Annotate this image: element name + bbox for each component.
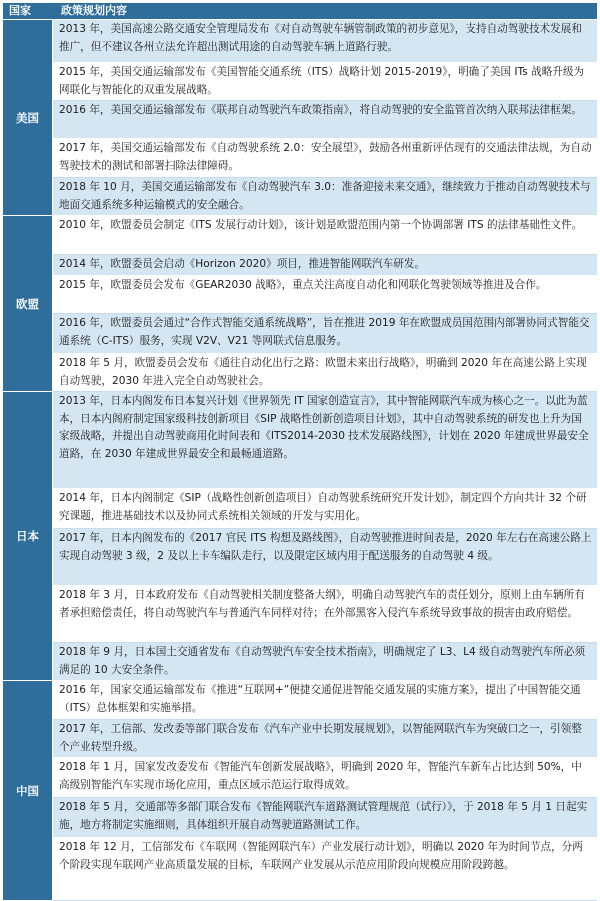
policy-row-china-2018-05: 2018 年 5 月，交通部等多部门联合发布《智能网联汽车道路测试管理规范（试行）》，于 2018 年 5 月 1 日起实施，地方将制定实施细则，具体组织开展自动驾驶道路测试工作。 <box>53 798 597 838</box>
country-cell-eu: 欧盟 <box>3 216 52 392</box>
policy-row-china-2018-01: 2018 年 1 月，国家发改委发布《智能汽车创新发展战略》，明确到 2020 年，智能汽车新车占比达到 50%，中高级别智能汽车实现市场化应用，重点区域示范运行取得成效。 <box>53 758 597 798</box>
policy-row-eu-2015: 2015 年，欧盟委员会发布《GEAR2030 战略》，重点关注高度自动化和网联化驾驶领域等推进及合作。 <box>53 276 597 314</box>
policy-row-japan-2014: 2014 年，日本内阁制定《SIP（战略性创新创造项目）自动驾驶系统研究开发计划》，制定四个方向共计 32 个研究课题，推进基础技术以及协同式系统相关领域的开发与实用化。 <box>53 489 597 529</box>
policy-row-japan-2013: 2013 年，日本内阁发布日本复兴计划《世界领先 IT 国家创造宣言》，其中智能网联汽车成为核心之一。以此为蓝本，日本内阁府制定国家级科技创新项目《SIP 战略性创新创造项目计划》，其中自动驾驶系统的研发也上升为国家级战略，并提出自动驾驶商用化时间表和《ITS2014-2030 技术发展路线图》，计划在 2020 年建成世界最安全道路，在 2030 年建成世界最安全和最畅通道路。 <box>53 392 597 489</box>
country-cell-japan: 日本 <box>3 392 52 681</box>
policy-row-china-2017: 2017 年，工信部、发改委等部门联合发布《汽车产业中长期发展规划》，以智能网联汽车为突破口之一，引领整个产业转型升级。 <box>53 720 597 758</box>
country-cell-usa: 美国 <box>3 20 52 216</box>
policy-row-usa-2018: 2018 年 10 月，美国交通运输部发布《自动驾驶汽车 3.0：准备迎接未来交通》，继续致力于推动自动驾驶技术与地面交通系统多种运输模式的安全融合。 <box>53 178 597 216</box>
table-header <box>3 3 597 19</box>
policy-row-eu-2016: 2016 年，欧盟委员会通过“合作式智能交通系统战略”，旨在推进 2019 年在欧盟成员国范围内部署协同式智能交通系统（C-ITS）服务，实现 V2V、V21 等网联式信息服务。 <box>53 314 597 354</box>
policy-row-eu-2014: 2014 年，欧盟委员会启动《Horizon 2020》项目，推进智能网联汽车研发。 <box>53 255 597 276</box>
policy-row-usa-2016: 2016 年，美国交通运输部发布《联邦自动驾驶汽车政策指南》，将自动驾驶的安全监管首次纳入联邦法律框架。 <box>53 101 597 139</box>
policy-row-china-2018-12: 2018 年 12 月，工信部发布《车联网（智能网联汽车）产业发展行动计划》，明确以 2020 年为时间节点，分两个阶段实现车联网产业高质量发展的目标，车联网产业发展从示范应用阶段向规模应用阶段跨越。 <box>53 838 597 901</box>
policy-row-japan-2018-09: 2018 年 9 月，日本国土交通省发布《自动驾驶汽车安全技术指南》，明确规定了 L3、L4 级自动驾驶汽车所必须满足的 10 大安全条件。 <box>53 643 597 681</box>
country-column-header: 国家 <box>9 4 31 17</box>
policy-row-usa-2015: 2015 年，美国交通运输部发布《美国智能交通系统（ITS）战略计划 2015-2019》，明确了美国 ITs 战略升级为网联化与智能化的双重发展战略。 <box>53 63 597 101</box>
policy-row-japan-2017: 2017 年，日本内阁发布的《2017 官民 ITS 构想及路线图》，自动驾驶推进时间表是，2020 年左右在高速公路上实现自动驾驶 3 级，2 及以上卡车编队走行，以及限定区域内用于配送服务的自动驾驶 4 级。 <box>53 529 597 586</box>
policy-row-japan-2018-03: 2018 年 3 月，日本政府发布《自动驾驶相关制度整备大纲》，明确自动驾驶汽车的责任划分，原则上由车辆所有者承担赔偿责任，将自动驾驶汽车与普通汽车同样对待；在外部黑客入侵汽车系统导致事故的损害由政府赔偿。 <box>53 586 597 643</box>
policy-row-china-2016: 2016 年，国家交通运输部发布《推进“互联网+”便捷交通促进智能交通发展的实施方案》，提出了中国智能交通（ITS）总体框架和实施举措。 <box>53 681 597 720</box>
country-cell-china: 中国 <box>3 681 52 901</box>
policy-row-usa-2017: 2017 年，美国交通运输部发布《自动驾驶系统 2.0：安全展望》，鼓励各州重新评估现有的交通法律法规，为自动驾驶技术的测试和部署扫除法律障碍。 <box>53 139 597 178</box>
content-column-header: 政策规划内容 <box>61 4 127 17</box>
policy-row-usa-2013: 2013 年，美国高速公路交通安全管理局发布《对自动驾驶车辆管制政策的初步意见》，支持自动驾驶技术发展和推广，但不建议各州立法允许超出测试用途的自动驾驶车辆上道路行驶。 <box>53 20 597 63</box>
policy-row-eu-2010: 2010 年，欧盟委员会制定《ITS 发展行动计划》，该计划是欧盟范围内第一个协调部署 ITS 的法律基础性文件。 <box>53 216 597 255</box>
policy-row-eu-2018: 2018 年 5 月，欧盟委员会发布《通往自动化出行之路：欧盟未来出行战略》，明确到 2020 年在高速公路上实现自动驾驶，2030 年进入完全自动驾驶社会。 <box>53 354 597 392</box>
